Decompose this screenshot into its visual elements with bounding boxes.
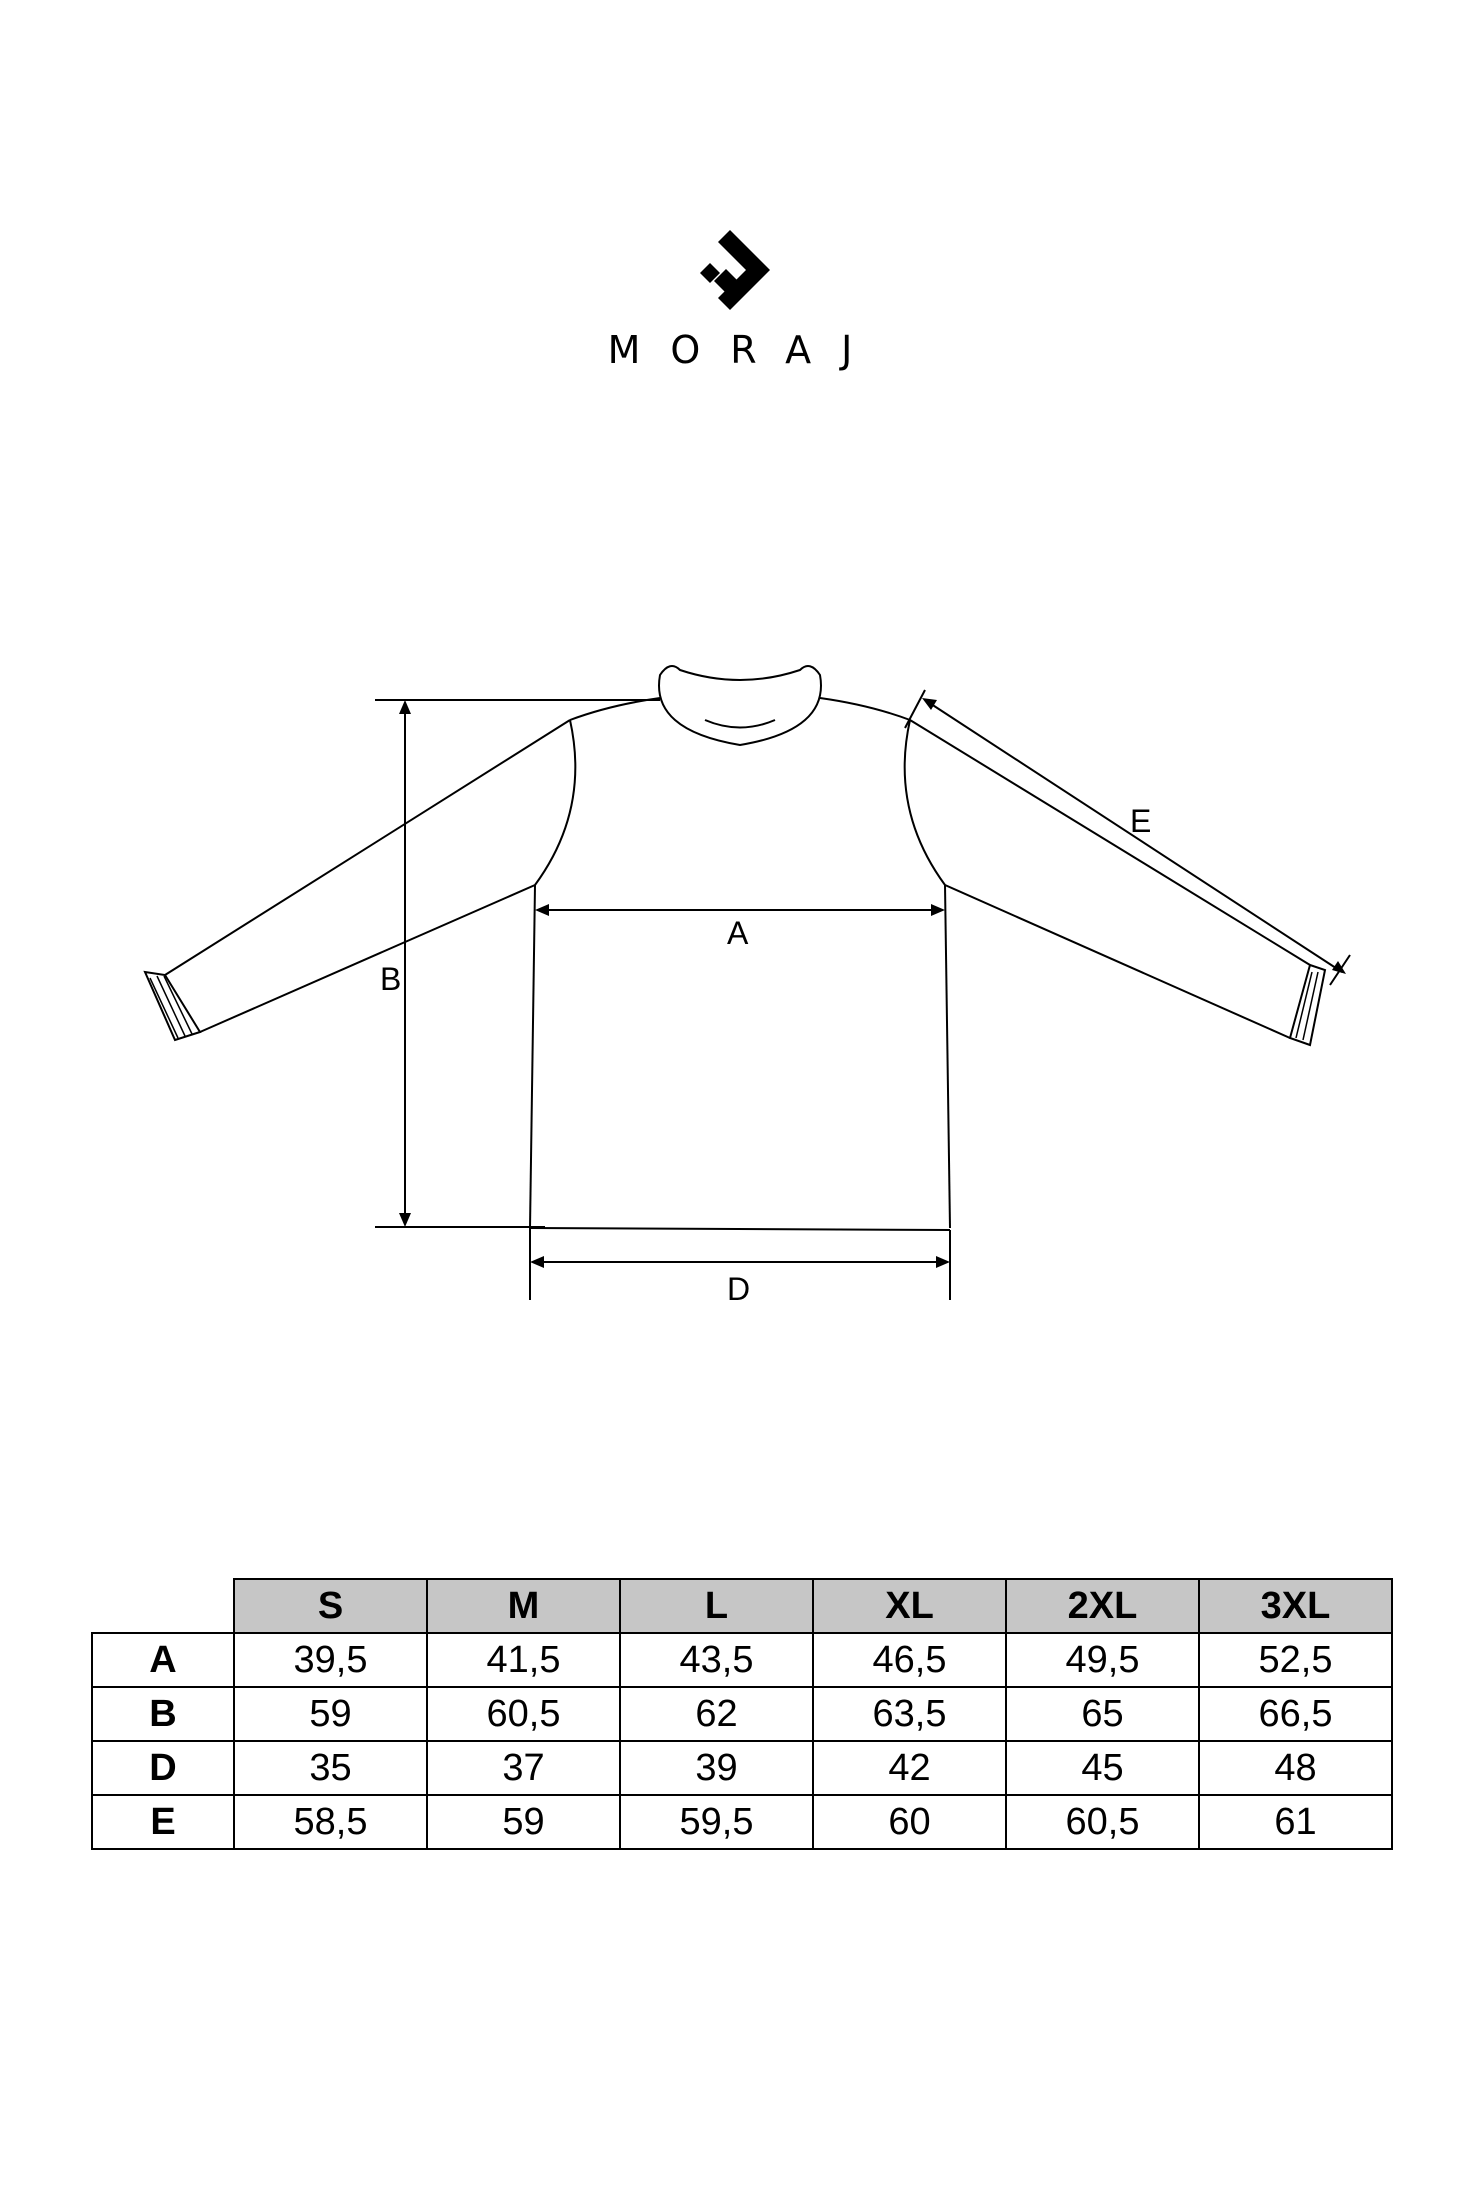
brand-logo [560, 220, 900, 390]
col-header-xl: XL [813, 1579, 1006, 1633]
cell-a-s: 39,5 [234, 1633, 427, 1687]
size-chart-table [91, 1578, 1393, 1850]
moraj-arrow-logo-icon [690, 230, 770, 316]
left-shoulder [570, 698, 660, 720]
e-arrow-start [922, 698, 937, 710]
right-armhole [905, 720, 945, 885]
cell-a-xl: 46,5 [813, 1633, 1006, 1687]
cell-a-l: 43,5 [620, 1633, 813, 1687]
label-a: A [727, 915, 749, 951]
d-arrow-right [936, 1256, 950, 1268]
cell-a-m: 41,5 [427, 1633, 620, 1687]
col-header-3xl: 3XL [1199, 1579, 1392, 1633]
col-header-m: M [427, 1579, 620, 1633]
table-row [92, 1633, 1392, 1687]
cell-b-3xl: 66,5 [1199, 1687, 1392, 1741]
label-e: E [1130, 803, 1152, 839]
cell-b-xl: 63,5 [813, 1687, 1006, 1741]
cell-b-s: 59 [234, 1687, 427, 1741]
row-header-a: A [92, 1633, 234, 1687]
body-hem [530, 1228, 950, 1230]
brand-name: MORAJ [607, 328, 883, 372]
sweater-measurement-diagram [0, 620, 1460, 1320]
cell-d-m: 37 [427, 1741, 620, 1795]
table-row [92, 1795, 1392, 1849]
cell-e-s: 58,5 [234, 1795, 427, 1849]
cell-b-m: 60,5 [427, 1687, 620, 1741]
right-sleeve-top [910, 720, 1310, 965]
cell-a-3xl: 52,5 [1199, 1633, 1392, 1687]
table-row [92, 1687, 1392, 1741]
left-armhole [535, 720, 575, 885]
label-d: D [727, 1271, 751, 1307]
corner-cell [92, 1579, 234, 1633]
body-right-side [945, 885, 950, 1228]
cell-d-s: 35 [234, 1741, 427, 1795]
left-sleeve-top [165, 720, 570, 975]
row-header-e: E [92, 1795, 234, 1849]
col-header-l: L [620, 1579, 813, 1633]
col-header-2xl: 2XL [1006, 1579, 1199, 1633]
cell-e-3xl: 61 [1199, 1795, 1392, 1849]
collar-outline [659, 666, 821, 745]
cell-b-2xl: 65 [1006, 1687, 1199, 1741]
col-header-s: S [234, 1579, 427, 1633]
right-sleeve-bottom [945, 885, 1290, 1038]
size-header-row [92, 1579, 1392, 1633]
collar-inner [705, 720, 775, 728]
cell-d-2xl: 45 [1006, 1741, 1199, 1795]
right-shoulder [820, 698, 910, 720]
cell-d-xl: 42 [813, 1741, 1006, 1795]
b-arrow-bottom [399, 1213, 411, 1227]
cell-d-l: 39 [620, 1741, 813, 1795]
d-arrow-left [530, 1256, 544, 1268]
row-header-d: D [92, 1741, 234, 1795]
right-cuff [1290, 965, 1325, 1045]
cell-e-2xl: 60,5 [1006, 1795, 1199, 1849]
cell-b-l: 62 [620, 1687, 813, 1741]
label-b: B [380, 961, 402, 997]
cell-e-m: 59 [427, 1795, 620, 1849]
cell-e-l: 59,5 [620, 1795, 813, 1849]
cell-d-3xl: 48 [1199, 1741, 1392, 1795]
cell-a-2xl: 49,5 [1006, 1633, 1199, 1687]
a-arrow-right [931, 904, 945, 916]
a-arrow-left [535, 904, 549, 916]
body-left-side [530, 885, 535, 1228]
table-row [92, 1741, 1392, 1795]
left-cuff [145, 972, 200, 1040]
cell-e-xl: 60 [813, 1795, 1006, 1849]
left-sleeve-bottom [200, 885, 535, 1032]
row-header-b: B [92, 1687, 234, 1741]
b-arrow-top [399, 700, 411, 714]
